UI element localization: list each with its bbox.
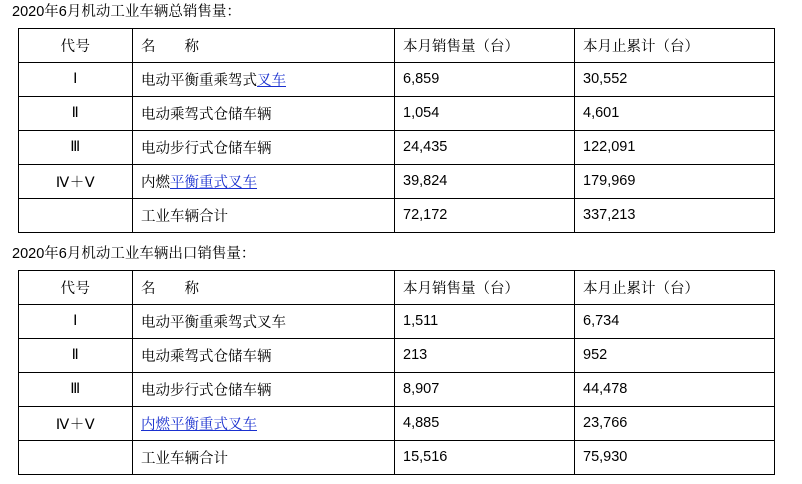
table-row [19,97,775,131]
row-ytd-total: 23,766 [575,407,775,441]
row-month-sales: 15,516 [395,441,575,475]
header-month-sales: 本月销售量（台） [395,271,575,305]
table-row [19,131,775,165]
row-name-plain: 电动平衡重乘驾式 [141,72,257,89]
table-row [19,63,775,97]
row-ytd-total: 337,213 [575,199,775,233]
row-name-plain: 电动乘驾式仓储车辆 [141,106,272,123]
row-code: Ⅰ [19,305,133,339]
row-name-plain: 电动步行式仓储车辆 [141,140,272,157]
row-code: Ⅲ [19,373,133,407]
row-ytd-total: 179,969 [575,165,775,199]
total-sales-table [18,28,775,233]
row-month-sales: 1,511 [395,305,575,339]
table-total-row [19,199,775,233]
header-code: 代号 [19,29,133,63]
table-row [19,407,775,441]
row-code: Ⅰ [19,63,133,97]
row-month-sales: 6,859 [395,63,575,97]
header-code: 代号 [19,271,133,305]
header-month-sales: 本月销售量（台） [395,29,575,63]
row-ytd-total: 44,478 [575,373,775,407]
table-row [19,373,775,407]
row-month-sales: 72,172 [395,199,575,233]
row-name-plain: 工业车辆合计 [141,450,228,467]
row-code: Ⅳ＋Ⅴ [19,407,133,441]
row-name-plain: 内燃 [141,174,170,191]
row-ytd-total: 75,930 [575,441,775,475]
export-sales-table [18,270,775,475]
row-code: Ⅱ [19,97,133,131]
row-name-plain: 电动步行式仓储车辆 [141,382,272,399]
row-name [133,305,395,339]
row-code [19,441,133,475]
table-row [19,165,775,199]
header-name: 名 称 [133,29,395,63]
header-name: 名 称 [133,271,395,305]
row-month-sales: 39,824 [395,165,575,199]
table-row [19,305,775,339]
row-name [133,97,395,131]
row-month-sales: 213 [395,339,575,373]
table-header-row [19,29,775,63]
row-ytd-total: 952 [575,339,775,373]
row-code [19,199,133,233]
row-name-plain: 电动平衡重乘驾式叉车 [141,314,286,331]
table-1-caption: 2020年6月机动工业车辆总销售量： [12,4,241,20]
row-month-sales: 1,054 [395,97,575,131]
row-ytd-total: 6,734 [575,305,775,339]
row-month-sales: 8,907 [395,373,575,407]
row-name [133,165,395,199]
table-row [19,339,775,373]
row-name [133,63,395,97]
row-name-link[interactable]: 内燃平衡重式叉车 [141,416,257,433]
table-total-row [19,441,775,475]
row-name [133,441,395,475]
table-header-row [19,271,775,305]
row-code: Ⅲ [19,131,133,165]
row-ytd-total: 30,552 [575,63,775,97]
row-name-plain: 工业车辆合计 [141,208,228,225]
row-name [133,407,395,441]
row-ytd-total: 4,601 [575,97,775,131]
row-code: Ⅱ [19,339,133,373]
row-name [133,339,395,373]
row-name [133,131,395,165]
row-name-link[interactable]: 叉车 [257,72,286,89]
row-month-sales: 24,435 [395,131,575,165]
header-ytd-total: 本月止累计（台） [575,271,775,305]
row-name [133,373,395,407]
row-month-sales: 4,885 [395,407,575,441]
row-name-link[interactable]: 平衡重式叉车 [170,174,257,191]
row-name-plain: 电动乘驾式仓储车辆 [141,348,272,365]
row-code: Ⅳ＋Ⅴ [19,165,133,199]
table-2-caption: 2020年6月机动工业车辆出口销售量： [12,246,256,262]
header-ytd-total: 本月止累计（台） [575,29,775,63]
row-ytd-total: 122,091 [575,131,775,165]
row-name [133,199,395,233]
